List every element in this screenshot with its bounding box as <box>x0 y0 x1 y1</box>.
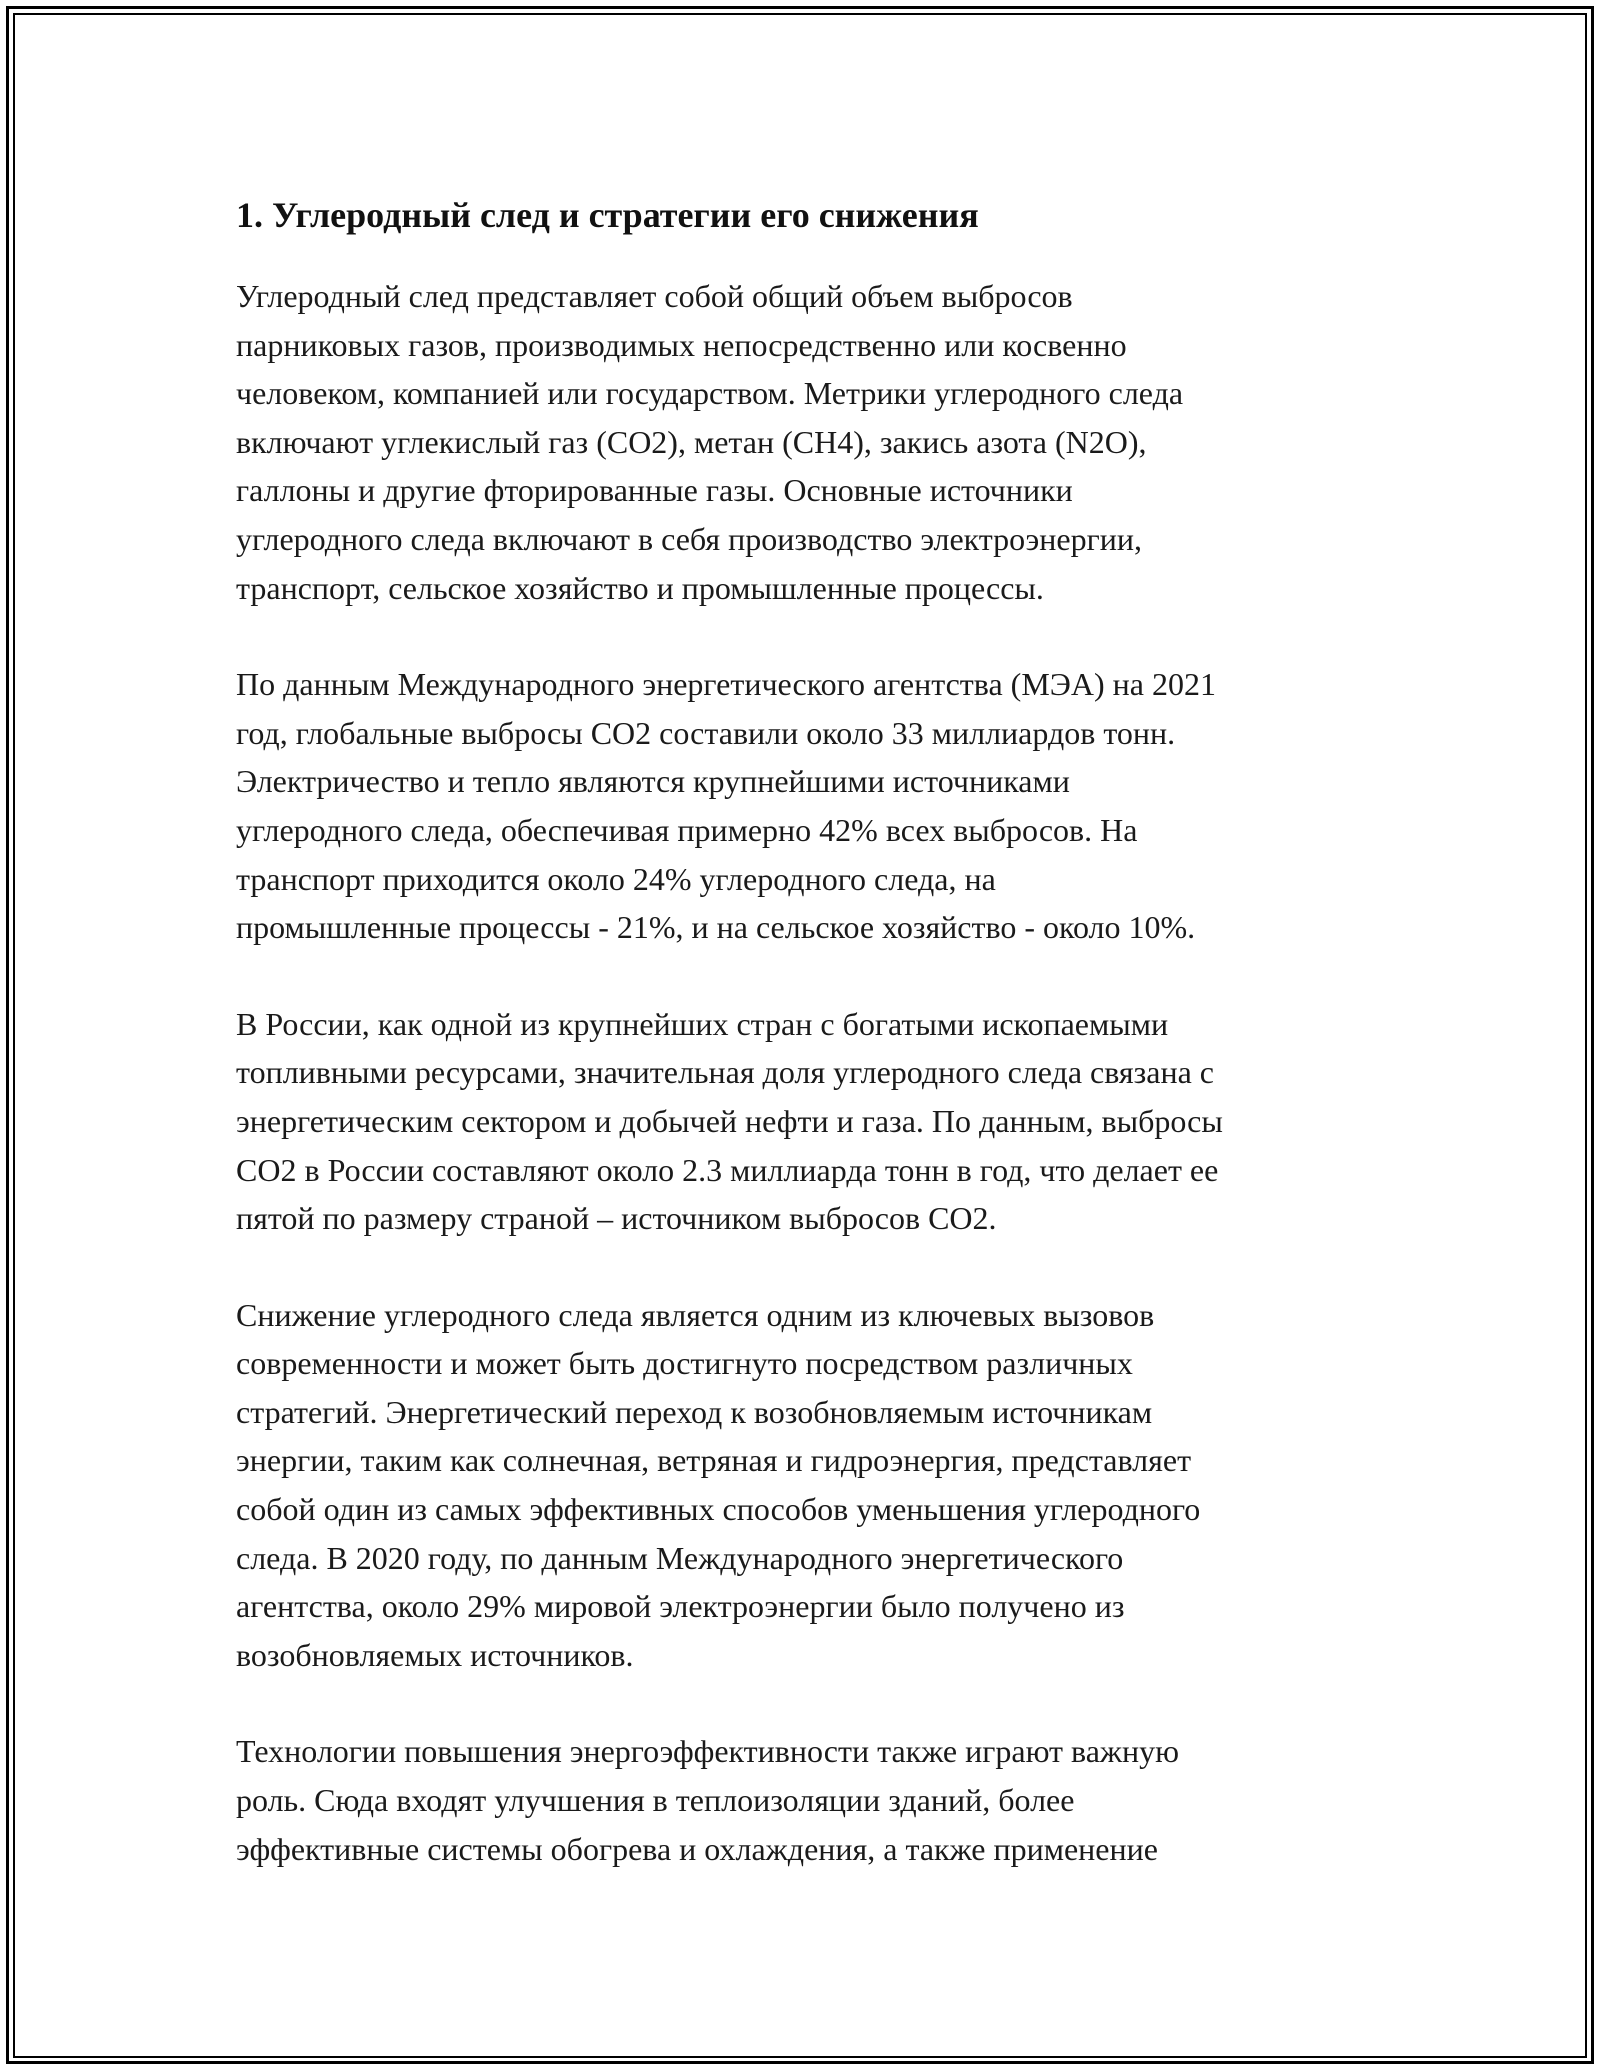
paragraph-1 <box>236 272 1396 612</box>
document-body <box>236 186 1396 1873</box>
text-line: следа. В 2020 году, по данным Международного энергетического <box>236 1539 1124 1576</box>
text-line: Электричество и тепло являются крупнейшими источниками <box>236 763 1070 800</box>
text-line: парниковых газов, производимых непосредственно или косвенно <box>236 326 1127 363</box>
text-line: пятой по размеру страной – источником выбросов CO2. <box>236 1200 997 1237</box>
text-line: Технологии повышения энергоэффективности также играют важную <box>236 1733 1180 1770</box>
text-line: промышленные процессы - 21%, и на сельское хозяйство - около 10%. <box>236 909 1196 946</box>
section-heading: 1. Углеродный след и стратегии его снижения <box>236 195 979 235</box>
paragraph-5 <box>236 1727 1396 1873</box>
text-line: CO2 в России составляют около 2.3 миллиарда тонн в год, что делает ее <box>236 1151 1219 1188</box>
text-line: возобновляемых источников. <box>236 1636 634 1673</box>
text-line: транспорт приходится около 24% углеродного следа, на <box>236 860 996 897</box>
paragraph-2 <box>236 660 1396 952</box>
text-line: энергии, таким как солнечная, ветряная и гидроэнергия, представляет <box>236 1442 1192 1479</box>
text-line: В России, как одной из крупнейших стран с богатыми ископаемыми <box>236 1005 1169 1042</box>
text-line: человеком, компанией или государством. Метрики углеродного следа <box>236 375 1184 412</box>
paragraph-4 <box>236 1291 1396 1680</box>
text-line: транспорт, сельское хозяйство и промышленные процессы. <box>236 569 1044 606</box>
paragraph-list <box>236 272 1396 1873</box>
text-line: собой один из самых эффективных способов уменьшения углеродного <box>236 1491 1201 1528</box>
text-line: углеродного следа, обеспечивая примерно 42% всех выбросов. На <box>236 811 1138 848</box>
text-line: эффективные системы обогрева и охлаждения, а также применение <box>236 1830 1158 1867</box>
text-line: По данным Международного энергетического агентства (МЭА) на 2021 <box>236 666 1216 703</box>
text-line: Углеродный след представляет собой общий объем выбросов <box>236 278 1073 314</box>
text-line: галлоны и другие фторированные газы. Основные источники <box>236 472 1073 509</box>
text-line: агентства, около 29% мировой электроэнергии было получено из <box>236 1588 1125 1625</box>
text-line: роль. Сюда входят улучшения в теплоизоляции зданий, более <box>236 1782 1075 1819</box>
text-line: современности и может быть достигнуто посредством различных <box>236 1345 1133 1382</box>
paragraph-3 <box>236 1000 1396 1243</box>
text-line: Снижение углеродного следа является одним из ключевых вызовов <box>236 1296 1155 1333</box>
text-line: год, глобальные выбросы CO2 составили около 33 миллиардов тонн. <box>236 714 1176 751</box>
text-line: углеродного следа включают в себя производство электроэнергии, <box>236 520 1142 557</box>
text-line: включают углекислый газ (CO2), метан (CH4), закись азота (N2O), <box>236 423 1147 460</box>
text-line: стратегий. Энергетический переход к возобновляемым источникам <box>236 1393 1153 1430</box>
text-line: топливными ресурсами, значительная доля углеродного следа связана с <box>236 1054 1214 1091</box>
text-line: энергетическим сектором и добычей нефти и газа. По данным, выбросы <box>236 1102 1223 1139</box>
